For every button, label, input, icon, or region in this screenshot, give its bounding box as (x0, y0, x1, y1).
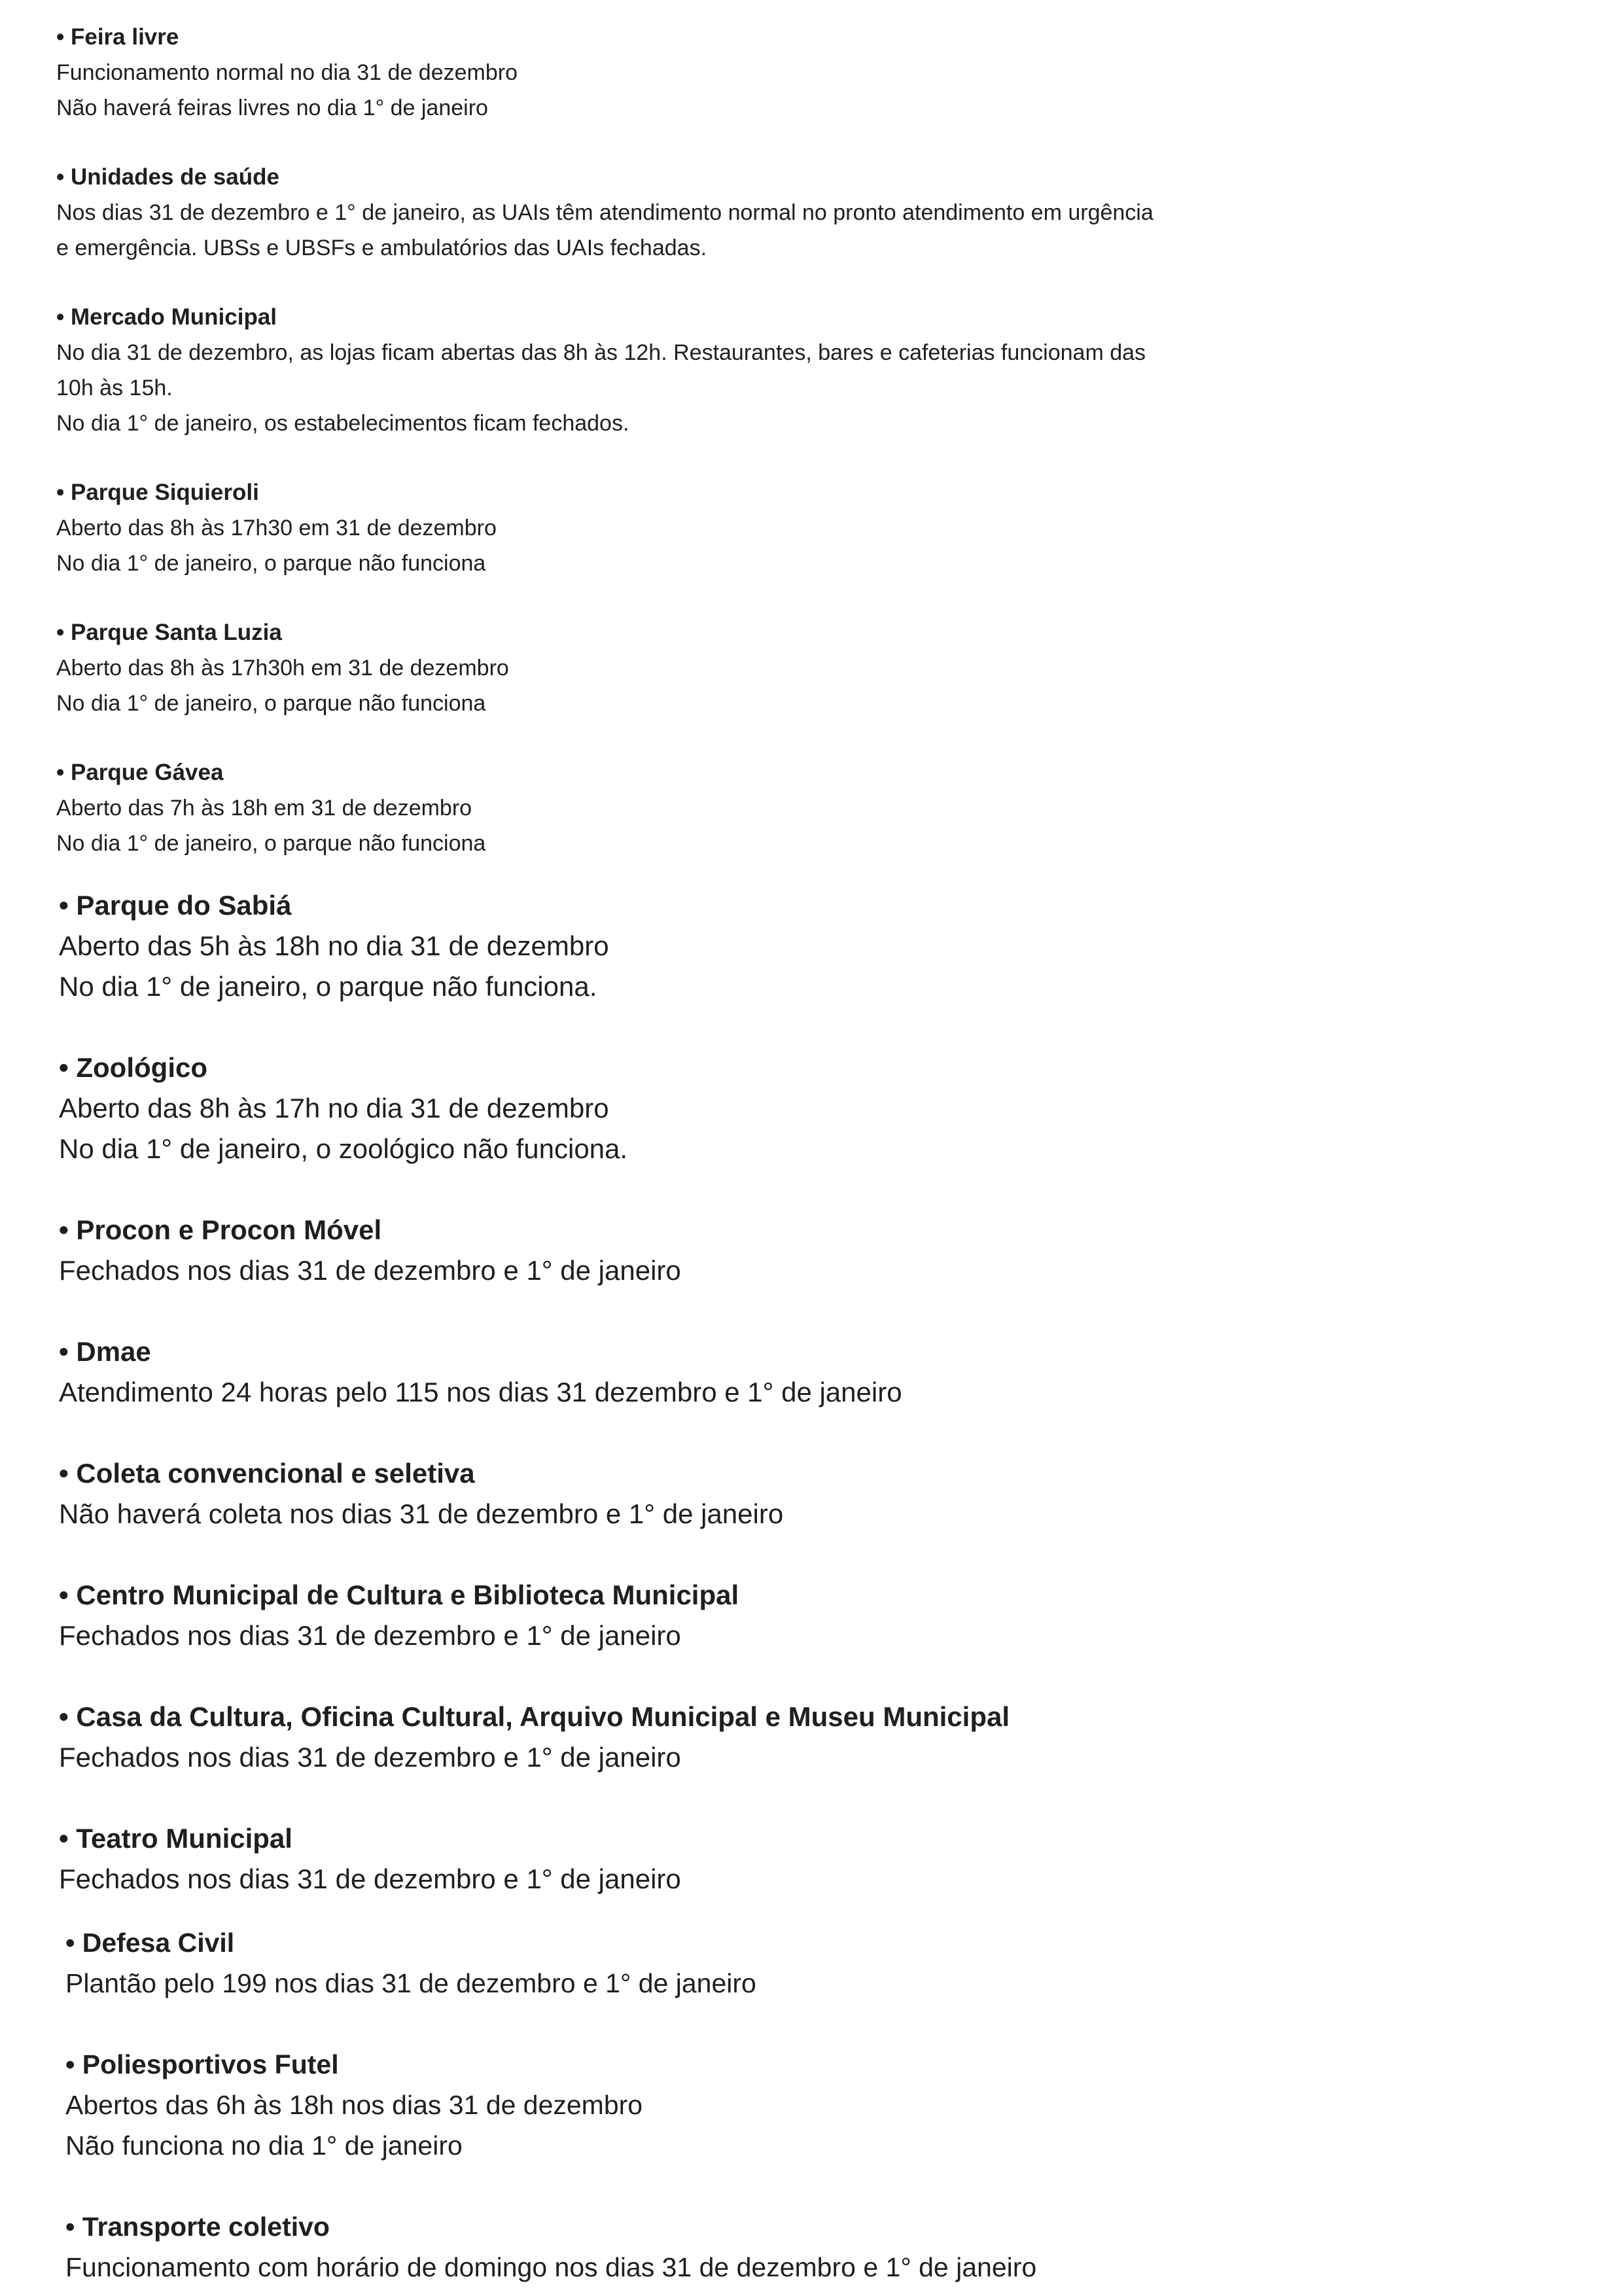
item-line: 10h às 15h. (56, 376, 173, 400)
item-line: No dia 1° de janeiro, o parque não funciona. (59, 971, 597, 1002)
item-line: No dia 31 de dezembro, as lojas ficam abertas das 8h às 12h. Restaurantes, bares e cafeterias funcionam das (56, 340, 1146, 365)
item-line: Fechados nos dias 31 de dezembro e 1° de janeiro (59, 1620, 681, 1651)
item-line: Fechados nos dias 31 de dezembro e 1° de janeiro (59, 1863, 681, 1894)
item-line: Funcionamento normal no dia 31 de dezembro (56, 60, 518, 85)
item-poliesportivos-futel (65, 2044, 643, 2166)
item-title: • Feira livre (56, 24, 179, 50)
item-line: No dia 1° de janeiro, o parque não funciona (56, 691, 486, 716)
item-line: No dia 1° de janeiro, o parque não funciona (56, 831, 486, 856)
item-line: Aberto das 8h às 17h30 em 31 de dezembro (56, 516, 497, 540)
item-title: • Parque Gávea (56, 760, 224, 785)
item-transporte-coletivo (65, 2206, 1036, 2287)
item-line: Fechados nos dias 31 de dezembro e 1° de janeiro (59, 1255, 681, 1286)
item-title: • Defesa Civil (65, 1928, 235, 1958)
item-title: • Coleta convencional e seletiva (59, 1458, 475, 1489)
item-line: e emergência. UBSs e UBSFs e ambulatórios das UAIs fechadas. (56, 236, 707, 260)
item-title: • Poliesportivos Futel (65, 2049, 339, 2079)
item-line: No dia 1° de janeiro, o parque não funciona (56, 551, 486, 576)
item-title: • Unidades de saúde (56, 164, 279, 190)
item-line: No dia 1° de janeiro, os estabelecimentos ficam fechados. (56, 411, 629, 436)
item-title: • Casa da Cultura, Oficina Cultural, Arquivo Municipal e Museu Municipal (59, 1701, 1010, 1732)
item-line: Não funciona no dia 1° de janeiro (65, 2130, 463, 2161)
item-line: No dia 1° de janeiro, o zoológico não funciona. (59, 1133, 628, 1164)
item-title: • Parque do Sabiá (59, 890, 292, 921)
item-line: Aberto das 8h às 17h no dia 31 de dezembro (59, 1093, 609, 1123)
item-title: • Zoológico (59, 1052, 208, 1083)
item-title: • Transporte coletivo (65, 2212, 330, 2242)
item-line: Fechados nos dias 31 de dezembro e 1° de janeiro (59, 1742, 681, 1773)
item-title: • Mercado Municipal (56, 304, 277, 330)
item-title: • Dmae (59, 1336, 151, 1367)
item-line: Plantão pelo 199 nos dias 31 de dezembro e 1° de janeiro (65, 1968, 756, 1998)
item-defesa-civil (65, 1922, 756, 2004)
item-line: Abertos das 6h às 18h nos dias 31 de dezembro (65, 2090, 643, 2120)
item-title: • Parque Siquieroli (56, 480, 259, 505)
item-title: • Teatro Municipal (59, 1823, 292, 1854)
item-title: • Procon e Procon Móvel (59, 1214, 382, 1245)
item-line: Nos dias 31 de dezembro e 1° de janeiro, as UAIs têm atendimento normal no pronto atendimento em urgência (56, 200, 1154, 225)
item-line: Atendimento 24 horas pelo 115 nos dias 31 dezembro e 1° de janeiro (59, 1377, 902, 1407)
item-title: • Centro Municipal de Cultura e Biblioteca Municipal (59, 1580, 739, 1610)
item-line: Não haverá feiras livres no dia 1° de janeiro (56, 96, 488, 120)
item-line: Funcionamento com horário de domingo nos dias 31 de dezembro e 1° de janeiro (65, 2252, 1037, 2282)
item-line: Aberto das 7h às 18h em 31 de dezembro (56, 796, 472, 821)
item-line: Não haverá coleta nos dias 31 de dezembro e 1° de janeiro (59, 1498, 784, 1529)
item-line: Aberto das 8h às 17h30h em 31 de dezembro (56, 656, 509, 680)
item-title: • Parque Santa Luzia (56, 620, 282, 645)
item-line: Aberto das 5h às 18h no dia 31 de dezembro (59, 930, 609, 961)
